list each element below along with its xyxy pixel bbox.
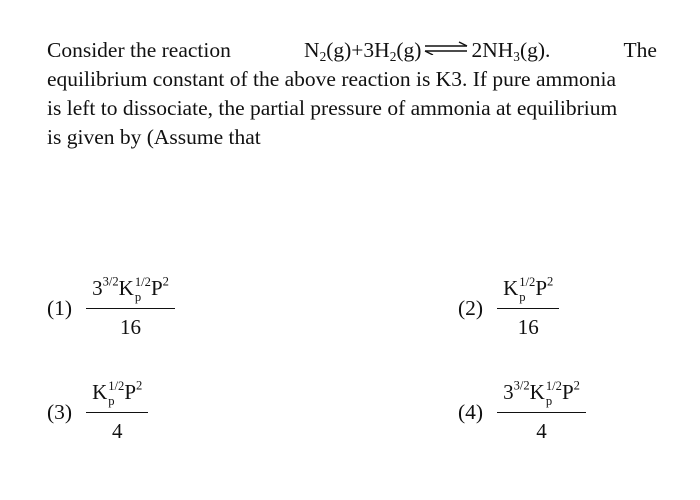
coefficient: 3	[92, 276, 103, 300]
question-intro: Consider the reaction	[47, 38, 231, 62]
reactant-state: (g)	[396, 38, 422, 62]
product-nh3: 2NH	[471, 38, 514, 62]
p-exponent: 2	[162, 274, 169, 289]
coefficient-exponent: 3/2	[513, 378, 530, 393]
k-exponent: 1/2	[108, 379, 125, 393]
reaction-equation	[304, 36, 550, 65]
k-subscript: p	[108, 394, 115, 409]
coefficient: 3	[503, 380, 514, 404]
question-line-1	[47, 36, 657, 65]
p-exponent: 2	[547, 274, 554, 289]
k-symbol: K	[529, 380, 545, 404]
question-line-4: is given by (Assume that	[47, 125, 261, 149]
fraction-denominator: 4	[111, 419, 123, 444]
k-exponent: 1/2	[134, 275, 151, 289]
product-state: (g).	[519, 38, 551, 62]
option-2[interactable]	[458, 276, 559, 340]
k-exponent: 1/2	[545, 379, 562, 393]
reactant-h2: (g)+3H	[326, 38, 390, 62]
kp-term	[503, 276, 535, 304]
question-line-1-end: The	[623, 38, 657, 62]
k-symbol: K	[92, 380, 108, 404]
reactant-n2: N	[304, 38, 320, 62]
n2-subscript: 2	[319, 48, 327, 64]
option-number: (2)	[458, 295, 484, 320]
question-line-3: is left to dissociate, the partial pressure of ammonia at equilibrium	[47, 96, 618, 120]
fraction-numerator	[86, 380, 148, 413]
coefficient-exponent: 3/2	[102, 274, 119, 289]
fraction-denominator: 16	[120, 315, 141, 340]
k-subscript: p	[134, 290, 142, 305]
equilibrium-arrows-icon	[423, 41, 469, 55]
option-fraction	[86, 380, 148, 444]
k-subscript: p	[519, 290, 526, 305]
question-line-2: equilibrium constant of the above reaction is K3. If pure ammonia	[47, 67, 616, 91]
question-text	[47, 36, 657, 152]
fraction-denominator: 16	[517, 315, 539, 340]
option-fraction	[86, 276, 175, 340]
option-number: (1)	[47, 295, 73, 320]
k-symbol: K	[503, 276, 519, 300]
p-symbol: P	[150, 276, 163, 300]
option-fraction	[497, 380, 586, 444]
p-exponent: 2	[136, 378, 143, 393]
option-3[interactable]	[47, 380, 148, 444]
p-symbol: P	[561, 380, 574, 404]
k-symbol: K	[118, 276, 134, 300]
h2-subscript: 2	[389, 48, 397, 64]
p-symbol: P	[124, 380, 137, 404]
kp-term	[530, 380, 562, 408]
option-number: (4)	[458, 399, 484, 424]
p-exponent: 2	[573, 378, 580, 393]
fraction-numerator	[497, 380, 586, 413]
option-1[interactable]	[47, 276, 175, 340]
kp-term	[119, 276, 151, 304]
fraction-numerator	[86, 276, 175, 309]
option-4[interactable]	[458, 380, 586, 444]
option-number: (3)	[47, 399, 73, 424]
option-fraction	[497, 276, 559, 340]
fraction-numerator	[497, 276, 559, 309]
k-exponent: 1/2	[519, 275, 536, 289]
p-symbol: P	[535, 276, 548, 300]
k-subscript: p	[545, 394, 553, 409]
fraction-denominator: 4	[536, 419, 547, 444]
kp-term	[92, 380, 124, 408]
nh3-subscript: 3	[513, 48, 520, 64]
